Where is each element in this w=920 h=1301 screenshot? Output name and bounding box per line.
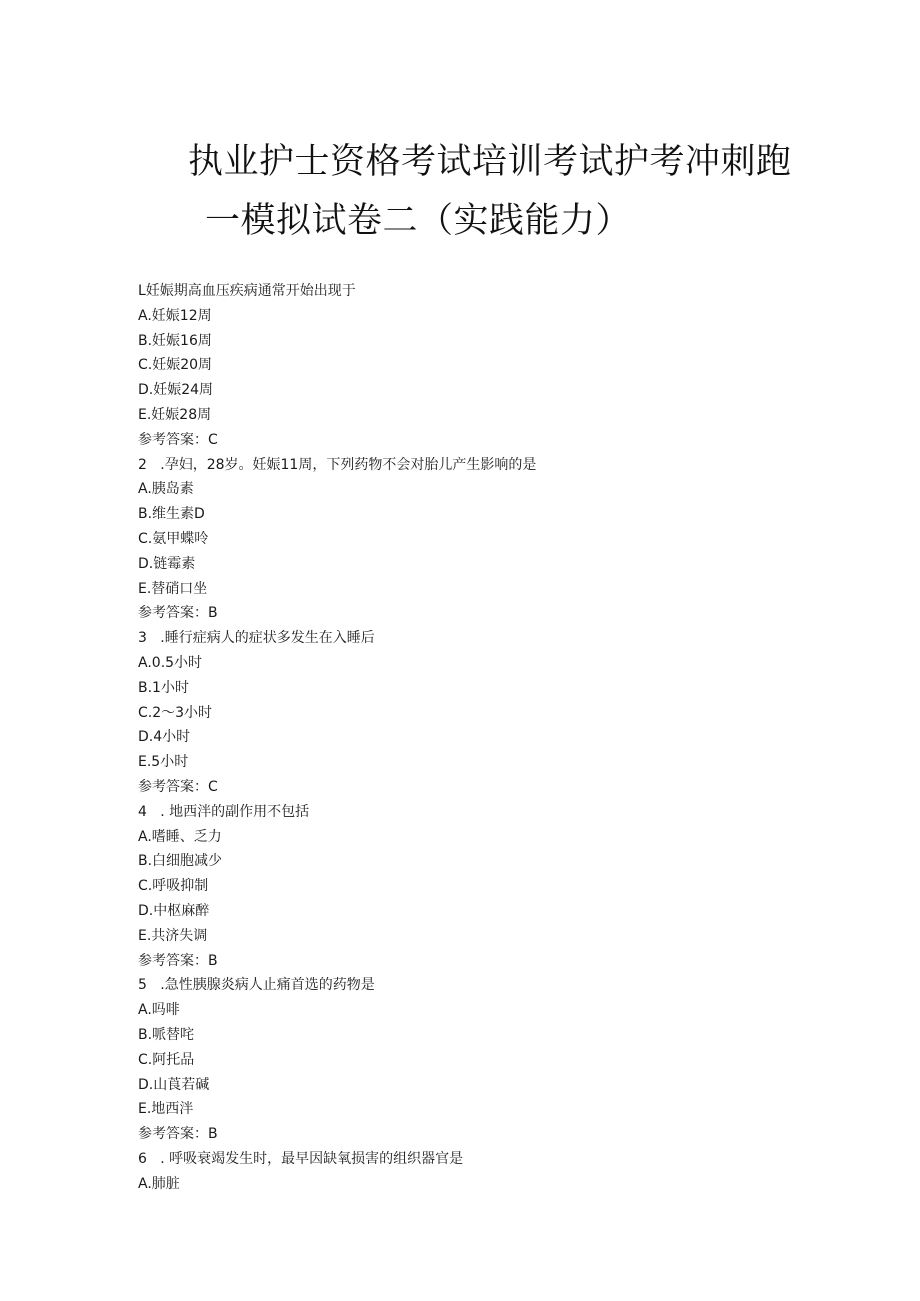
question-1-option-e: E.妊娠28周: [138, 406, 212, 423]
question-3-option-c: C.2～3小时: [138, 704, 213, 721]
question-4-option-b: B.白细胞减少: [138, 853, 223, 870]
question-5-option-a: A.吗啡: [138, 1002, 180, 1019]
question-1-answer: 参考答案：C: [138, 431, 218, 448]
question-2-option-b: B.维生素D: [138, 506, 205, 523]
question-4-option-d: D.中枢麻醉: [138, 902, 210, 919]
question-5-option-c: C.阿托品: [138, 1051, 195, 1068]
question-5-stem: 5 .急性胰腺炎病人止痛首选的药物是: [138, 977, 375, 994]
question-5-option-b: B.哌替咤: [138, 1026, 195, 1043]
question-list: [138, 279, 838, 1196]
question-1-stem: L妊娠期高血压疾病通常开始出现于: [138, 283, 356, 299]
question-3-answer: 参考答案：C: [138, 778, 218, 795]
question-6-stem: 6 . 呼吸衰竭发生时，最早因缺氧损害的组织器官是: [138, 1150, 464, 1167]
question-4-option-e: E.共济失调: [138, 927, 208, 944]
question-2-option-a: A.胰岛素: [138, 481, 194, 498]
question-2-option-e: E.替硝口坐: [138, 580, 208, 597]
question-1-option-d: D.妊娠24周: [138, 382, 214, 399]
question-5-option-d: D.山莨若碱: [138, 1076, 210, 1093]
question-3-option-e: E.5小时: [138, 754, 189, 771]
question-4-option-a: A.嗜睡、乏力: [138, 828, 222, 845]
question-3-option-b: B.1小时: [138, 679, 189, 696]
question-5-option-e: E.地西泮: [138, 1101, 194, 1118]
question-4-answer: 参考答案：B: [138, 952, 218, 969]
question-2-option-c: C.氨甲蝶呤: [138, 530, 209, 547]
document-title-line-2: 一模拟试卷二（实践能力）: [205, 201, 632, 241]
question-1-option-a: A.妊娠12周: [138, 307, 212, 324]
question-3-option-d: D.4小时: [138, 729, 191, 746]
question-2-answer: 参考答案：B: [138, 605, 218, 622]
document-title-line-1: 执业护士资格考试培训考试护考冲刺跑: [188, 142, 792, 182]
question-3-stem: 3 .睡行症病人的症状多发生在入睡后: [138, 630, 375, 647]
question-3-option-a: A.0.5小时: [138, 654, 203, 671]
question-2-option-d: D.链霉素: [138, 555, 196, 572]
question-4-option-c: C.呼吸抑制: [138, 878, 209, 895]
question-1-option-c: C.妊娠20周: [138, 357, 213, 374]
question-5-answer: 参考答案：B: [138, 1126, 218, 1143]
question-4-stem: 4 . 地西泮的副作用不包括: [138, 803, 310, 820]
question-6-option-a: A.肺脏: [138, 1175, 180, 1192]
question-1-option-b: B.妊娠16周: [138, 332, 212, 349]
question-2-stem: 2 .孕妇，28岁。妊娠11周，下列药物不会对胎儿产生影响的是: [138, 456, 537, 473]
